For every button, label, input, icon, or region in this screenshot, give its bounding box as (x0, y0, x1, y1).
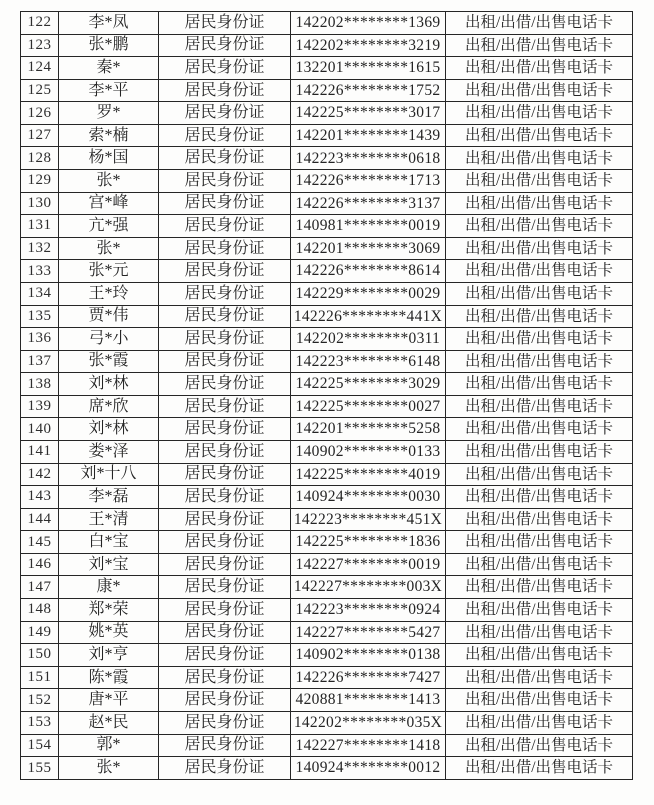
id-number-cell: 142227********1418 (291, 734, 446, 757)
table-row (21, 553, 633, 576)
row-number-cell: 154 (21, 734, 59, 757)
person-name-cell: 席*欣 (59, 395, 159, 418)
violation-cell: 出租/出借/出售电话卡 (446, 260, 633, 283)
id-number-cell: 142202********035X (291, 711, 446, 734)
table-row (21, 644, 633, 667)
id-type-cell: 居民身份证 (159, 373, 291, 396)
person-name-cell: 李*磊 (59, 486, 159, 509)
id-number-cell: 142225********0027 (291, 395, 446, 418)
table-row (21, 531, 633, 554)
id-type-cell: 居民身份证 (159, 531, 291, 554)
person-name-cell: 弓*小 (59, 328, 159, 351)
id-number-cell: 142223********6148 (291, 350, 446, 373)
person-name-cell: 唐*平 (59, 689, 159, 712)
row-number-cell: 155 (21, 757, 59, 780)
id-number-cell: 140924********0012 (291, 757, 446, 780)
id-type-cell: 居民身份证 (159, 576, 291, 599)
violation-cell: 出租/出借/出售电话卡 (446, 215, 633, 238)
table-row (21, 192, 633, 215)
person-name-cell: 李*凤 (59, 12, 159, 35)
person-name-cell: 刘*林 (59, 418, 159, 441)
violation-cell: 出租/出借/出售电话卡 (446, 102, 633, 125)
row-number-cell: 129 (21, 170, 59, 193)
table-row (21, 350, 633, 373)
person-name-cell: 郑*荣 (59, 599, 159, 622)
person-name-cell: 白*宝 (59, 531, 159, 554)
row-number-cell: 124 (21, 57, 59, 80)
table-row (21, 215, 633, 238)
violation-cell: 出租/出借/出售电话卡 (446, 440, 633, 463)
person-name-cell: 赵*民 (59, 711, 159, 734)
row-number-cell: 126 (21, 102, 59, 125)
id-type-cell: 居民身份证 (159, 440, 291, 463)
table-row (21, 711, 633, 734)
id-type-cell: 居民身份证 (159, 170, 291, 193)
id-type-cell: 居民身份证 (159, 124, 291, 147)
violation-cell: 出租/出借/出售电话卡 (446, 576, 633, 599)
violation-cell: 出租/出借/出售电话卡 (446, 79, 633, 102)
id-number-cell: 142226********3137 (291, 192, 446, 215)
id-type-cell: 居民身份证 (159, 34, 291, 57)
violation-cell: 出租/出借/出售电话卡 (446, 599, 633, 622)
person-name-cell: 张* (59, 170, 159, 193)
id-number-cell: 142202********0311 (291, 328, 446, 351)
row-number-cell: 123 (21, 34, 59, 57)
person-name-cell: 刘*十八 (59, 463, 159, 486)
person-name-cell: 贾*伟 (59, 305, 159, 328)
id-type-cell: 居民身份证 (159, 418, 291, 441)
row-number-cell: 150 (21, 644, 59, 667)
id-number-cell: 142223********451X (291, 508, 446, 531)
id-number-cell: 142225********1836 (291, 531, 446, 554)
table-row (21, 147, 633, 170)
violation-cell: 出租/出借/出售电话卡 (446, 57, 633, 80)
row-number-cell: 139 (21, 395, 59, 418)
id-number-cell: 142226********7427 (291, 666, 446, 689)
table-row (21, 734, 633, 757)
violation-cell: 出租/出借/出售电话卡 (446, 553, 633, 576)
row-number-cell: 137 (21, 350, 59, 373)
table-row (21, 170, 633, 193)
id-type-cell: 居民身份证 (159, 215, 291, 238)
violation-cell: 出租/出借/出售电话卡 (446, 666, 633, 689)
id-number-cell: 142226********1752 (291, 79, 446, 102)
violation-cell: 出租/出借/出售电话卡 (446, 34, 633, 57)
person-name-cell: 亢*强 (59, 215, 159, 238)
violation-cell: 出租/出借/出售电话卡 (446, 147, 633, 170)
person-name-cell: 刘*亨 (59, 644, 159, 667)
id-number-cell: 142223********0924 (291, 599, 446, 622)
id-number-cell: 140902********0133 (291, 440, 446, 463)
id-type-cell: 居民身份证 (159, 599, 291, 622)
person-name-cell: 娄*泽 (59, 440, 159, 463)
row-number-cell: 140 (21, 418, 59, 441)
id-type-cell: 居民身份证 (159, 57, 291, 80)
id-number-cell: 142201********5258 (291, 418, 446, 441)
person-name-cell: 王*玲 (59, 282, 159, 305)
id-number-cell: 140902********0138 (291, 644, 446, 667)
table-row (21, 440, 633, 463)
row-number-cell: 146 (21, 553, 59, 576)
row-number-cell: 128 (21, 147, 59, 170)
table-row (21, 12, 633, 35)
row-number-cell: 134 (21, 282, 59, 305)
person-name-cell: 罗* (59, 102, 159, 125)
id-type-cell: 居民身份证 (159, 666, 291, 689)
id-type-cell: 居民身份证 (159, 282, 291, 305)
table-row (21, 508, 633, 531)
id-type-cell: 居民身份证 (159, 553, 291, 576)
violation-cell: 出租/出借/出售电话卡 (446, 486, 633, 509)
person-name-cell: 杨*国 (59, 147, 159, 170)
person-name-cell: 刘*林 (59, 373, 159, 396)
row-number-cell: 151 (21, 666, 59, 689)
table-row (21, 260, 633, 283)
row-number-cell: 144 (21, 508, 59, 531)
id-type-cell: 居民身份证 (159, 12, 291, 35)
row-number-cell: 122 (21, 12, 59, 35)
table-row (21, 463, 633, 486)
row-number-cell: 153 (21, 711, 59, 734)
id-number-cell: 142201********1439 (291, 124, 446, 147)
id-number-cell: 142223********0618 (291, 147, 446, 170)
row-number-cell: 138 (21, 373, 59, 396)
violation-cell: 出租/出借/出售电话卡 (446, 237, 633, 260)
id-number-cell: 142229********0029 (291, 282, 446, 305)
person-name-cell: 张* (59, 757, 159, 780)
table-row (21, 621, 633, 644)
person-name-cell: 康* (59, 576, 159, 599)
violation-cell: 出租/出借/出售电话卡 (446, 734, 633, 757)
violation-cell: 出租/出借/出售电话卡 (446, 350, 633, 373)
id-type-cell: 居民身份证 (159, 734, 291, 757)
id-type-cell: 居民身份证 (159, 757, 291, 780)
violation-cell: 出租/出借/出售电话卡 (446, 192, 633, 215)
row-number-cell: 131 (21, 215, 59, 238)
violation-cell: 出租/出借/出售电话卡 (446, 711, 633, 734)
person-name-cell: 郭* (59, 734, 159, 757)
id-number-cell: 140981********0019 (291, 215, 446, 238)
table-row (21, 373, 633, 396)
row-number-cell: 135 (21, 305, 59, 328)
violation-cell: 出租/出借/出售电话卡 (446, 508, 633, 531)
violation-cell: 出租/出借/出售电话卡 (446, 757, 633, 780)
id-number-cell: 142202********3219 (291, 34, 446, 57)
table-row (21, 418, 633, 441)
row-number-cell: 152 (21, 689, 59, 712)
violation-cell: 出租/出借/出售电话卡 (446, 282, 633, 305)
violation-cell: 出租/出借/出售电话卡 (446, 305, 633, 328)
id-type-cell: 居民身份证 (159, 305, 291, 328)
table-row (21, 395, 633, 418)
person-name-cell: 张* (59, 237, 159, 260)
row-number-cell: 133 (21, 260, 59, 283)
id-type-cell: 居民身份证 (159, 102, 291, 125)
id-number-cell: 142202********1369 (291, 12, 446, 35)
violation-cell: 出租/出借/出售电话卡 (446, 418, 633, 441)
row-number-cell: 127 (21, 124, 59, 147)
person-name-cell: 张*元 (59, 260, 159, 283)
table-row (21, 599, 633, 622)
id-number-cell: 142226********1713 (291, 170, 446, 193)
table-row (21, 102, 633, 125)
table-row (21, 79, 633, 102)
row-number-cell: 148 (21, 599, 59, 622)
violation-cell: 出租/出借/出售电话卡 (446, 170, 633, 193)
id-number-cell: 142227********0019 (291, 553, 446, 576)
id-number-cell: 142227********5427 (291, 621, 446, 644)
id-type-cell: 居民身份证 (159, 192, 291, 215)
id-type-cell: 居民身份证 (159, 350, 291, 373)
person-name-cell: 张*鹏 (59, 34, 159, 57)
id-number-cell: 142225********4019 (291, 463, 446, 486)
id-type-cell: 居民身份证 (159, 621, 291, 644)
violation-cell: 出租/出借/出售电话卡 (446, 395, 633, 418)
table-row (21, 576, 633, 599)
person-name-cell: 王*清 (59, 508, 159, 531)
table-row (21, 34, 633, 57)
row-number-cell: 147 (21, 576, 59, 599)
id-number-cell: 142226********8614 (291, 260, 446, 283)
row-number-cell: 149 (21, 621, 59, 644)
violation-cell: 出租/出借/出售电话卡 (446, 644, 633, 667)
row-number-cell: 136 (21, 328, 59, 351)
violation-cell: 出租/出借/出售电话卡 (446, 124, 633, 147)
id-number-cell: 142227********003X (291, 576, 446, 599)
id-number-cell: 142201********3069 (291, 237, 446, 260)
id-table-body (21, 12, 633, 780)
table-row (21, 666, 633, 689)
person-name-cell: 姚*英 (59, 621, 159, 644)
id-type-cell: 居民身份证 (159, 463, 291, 486)
id-type-cell: 居民身份证 (159, 79, 291, 102)
row-number-cell: 145 (21, 531, 59, 554)
table-row (21, 486, 633, 509)
row-number-cell: 132 (21, 237, 59, 260)
id-number-cell: 142225********3029 (291, 373, 446, 396)
violation-cell: 出租/出借/出售电话卡 (446, 531, 633, 554)
violation-cell: 出租/出借/出售电话卡 (446, 621, 633, 644)
row-number-cell: 130 (21, 192, 59, 215)
violation-cell: 出租/出借/出售电话卡 (446, 463, 633, 486)
violation-cell: 出租/出借/出售电话卡 (446, 373, 633, 396)
id-type-cell: 居民身份证 (159, 328, 291, 351)
table-row (21, 757, 633, 780)
id-type-cell: 居民身份证 (159, 260, 291, 283)
person-name-cell: 索*楠 (59, 124, 159, 147)
id-type-cell: 居民身份证 (159, 486, 291, 509)
id-type-cell: 居民身份证 (159, 689, 291, 712)
id-card-violation-table (20, 11, 633, 780)
table-row (21, 689, 633, 712)
table-row (21, 305, 633, 328)
row-number-cell: 125 (21, 79, 59, 102)
person-name-cell: 宫*峰 (59, 192, 159, 215)
table-row (21, 282, 633, 305)
id-number-cell: 132201********1615 (291, 57, 446, 80)
id-number-cell: 420881********1413 (291, 689, 446, 712)
id-type-cell: 居民身份证 (159, 711, 291, 734)
id-type-cell: 居民身份证 (159, 644, 291, 667)
person-name-cell: 张*霞 (59, 350, 159, 373)
row-number-cell: 141 (21, 440, 59, 463)
id-type-cell: 居民身份证 (159, 395, 291, 418)
id-type-cell: 居民身份证 (159, 237, 291, 260)
violation-cell: 出租/出借/出售电话卡 (446, 689, 633, 712)
id-number-cell: 142225********3017 (291, 102, 446, 125)
violation-cell: 出租/出借/出售电话卡 (446, 12, 633, 35)
person-name-cell: 刘*宝 (59, 553, 159, 576)
row-number-cell: 142 (21, 463, 59, 486)
person-name-cell: 陈*霞 (59, 666, 159, 689)
id-number-cell: 142226********441X (291, 305, 446, 328)
person-name-cell: 李*平 (59, 79, 159, 102)
id-number-cell: 140924********0030 (291, 486, 446, 509)
table-row (21, 57, 633, 80)
violation-cell: 出租/出借/出售电话卡 (446, 328, 633, 351)
table-row (21, 328, 633, 351)
person-name-cell: 秦* (59, 57, 159, 80)
id-type-cell: 居民身份证 (159, 508, 291, 531)
id-type-cell: 居民身份证 (159, 147, 291, 170)
table-row (21, 237, 633, 260)
table-row (21, 124, 633, 147)
row-number-cell: 143 (21, 486, 59, 509)
